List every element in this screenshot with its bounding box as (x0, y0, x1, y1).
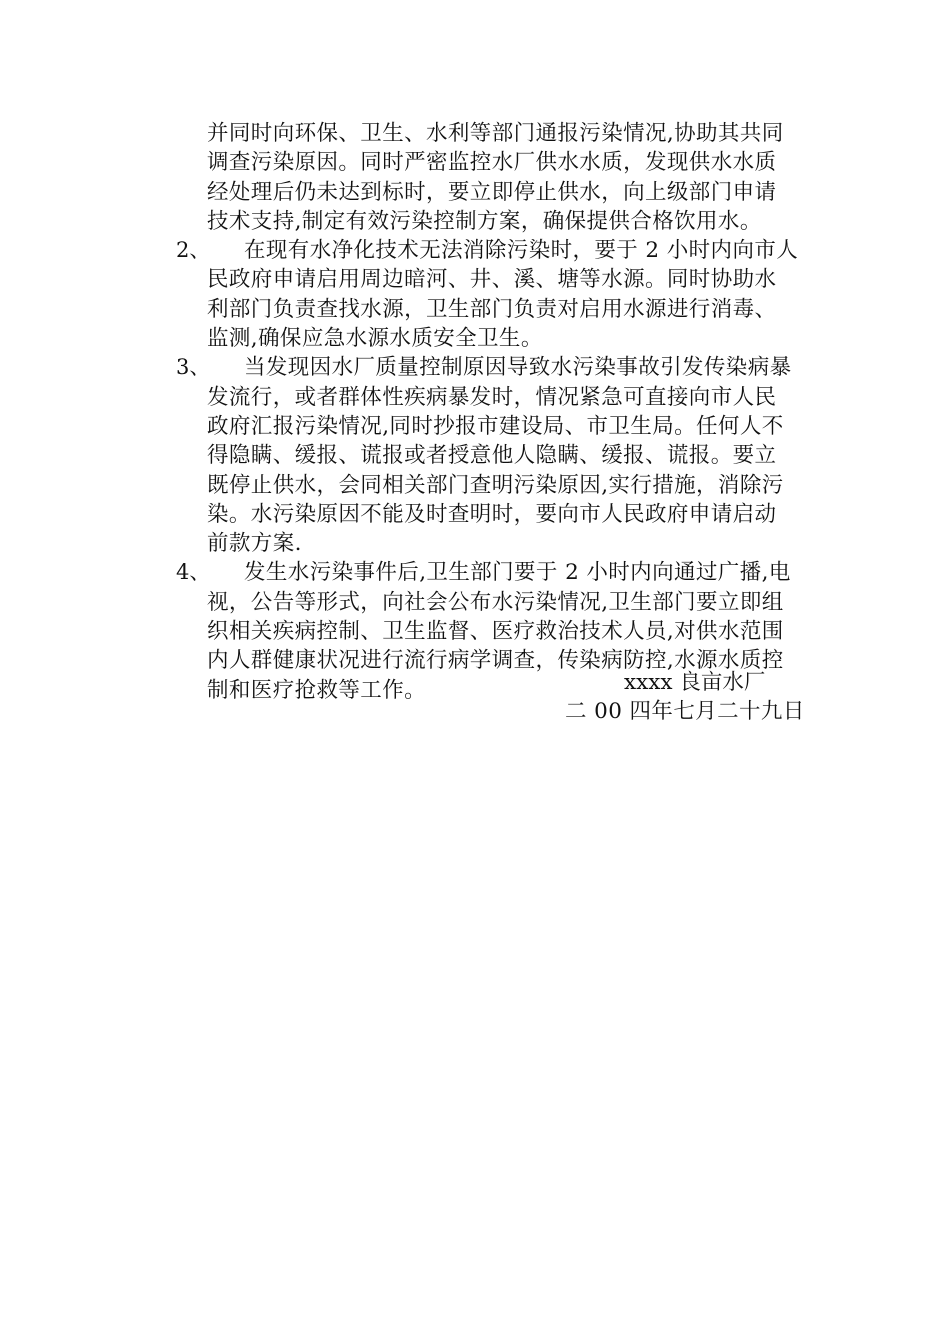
item-line: 染。水污染原因不能及时查明时，要向市人民政府申请启动 (207, 501, 777, 527)
item-line: 织相关疾病控制、卫生监督、医疗救治技术人员,对供水范围 (207, 619, 784, 645)
item-line: 得隐瞒、缓报、谎报或者授意他人隐瞒、缓报、谎报。要立 (207, 443, 777, 469)
item-line: 利部门负责查找水源，卫生部门负责对启用水源进行消毒、 (207, 296, 777, 322)
intro-line: 并同时向环保、卫生、水利等部门通报污染情况,协助其共同 (207, 121, 784, 146)
list-item-3 (176, 353, 812, 558)
item-line: 视，公告等形式，向社会公布水污染情况,卫生部门要立即组 (207, 589, 784, 615)
list-number: 2、 (176, 238, 211, 263)
item-line: 发流行，或者群体性疾病暴发时，情况紧急可直接向市人民 (207, 384, 777, 410)
intro-line: 经处理后仍未达到标时，要立即停止供水，向上级部门申请 (207, 179, 777, 205)
item-line: 发生水污染事件后,卫生部门要于 2 小时内向通过广播,电 (244, 560, 791, 586)
item-line: 民政府申请启用周边暗河、井、溪、塘等水源。同时协助水 (207, 267, 777, 293)
list-number: 4、 (176, 560, 211, 585)
item-line: 制和医疗抢救等工作。 (207, 677, 427, 703)
item-line: 内人群健康状况进行流行病学调查，传染病防控,水源水质控 (207, 648, 784, 674)
signature-date: 二 00 四年七月二十九日 (565, 699, 805, 724)
intro-line: 技术支持,制定有效污染控制方案，确保提供合格饮用水。 (207, 208, 762, 234)
item-line: 当发现因水厂质量控制原因导致水污染事故引发传染病暴 (244, 355, 792, 381)
intro-paragraph (176, 119, 812, 236)
list-number: 3、 (176, 355, 211, 380)
item-line: 在现有水净化技术无法消除污染时，要于 2 小时内向市人 (244, 238, 799, 264)
item-line: 前款方案. (207, 531, 302, 557)
item-line: 政府汇报污染情况,同时抄报市建设局、市卫生局。任何人不 (207, 413, 784, 439)
item-line: 监测,确保应急水源水质安全卫生。 (207, 326, 543, 352)
intro-line: 调查污染原因。同时严密监控水厂供水水质，发现供水水质 (207, 150, 777, 176)
signature-block (565, 668, 825, 726)
signature-organization: xxxx 良亩水厂 (624, 670, 766, 695)
document-body (176, 119, 812, 705)
list-item-2 (176, 236, 812, 353)
item-line: 既停止供水，会同相关部门查明污染原因,实行措施，消除污 (207, 472, 784, 498)
